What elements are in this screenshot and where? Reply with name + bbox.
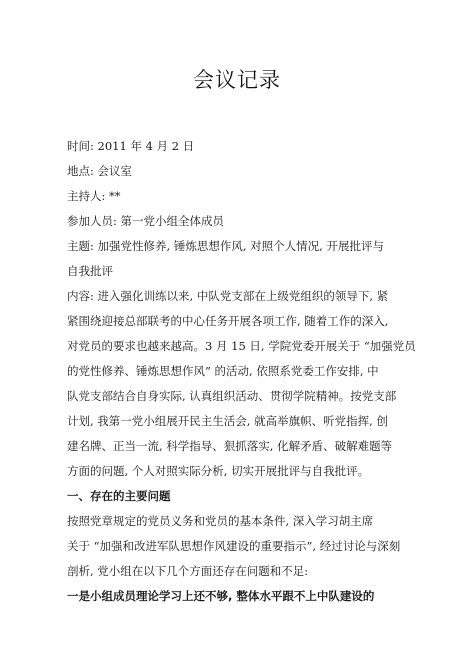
section-heading: 一、存在的主要问题 [67,489,171,503]
content-line: 计划, 我第一党小组展开民主生活会, 就高举旗帜、听党指挥, 创 [67,414,388,428]
content-line: 建名牌、正当一流, 科学指导、狠抓落实, 化解矛盾、破解难题等 [67,439,393,453]
content-line: 方面的问题, 个人对照实际分析, 切实开展批评与自我批评。 [67,464,370,478]
content-line: 的党性修养、锤炼思想作风” 的活动, 依照系党委工作安排, 中 [67,364,379,378]
content-line: 队党支部结合自身实际, 认真组织活动、贯彻学院精神。按党支部 [67,389,397,403]
content-line: 紧围绕迎接总部联考的中心任务开展各项工作, 随着工作的深入, [67,314,389,328]
meeting-host: 主持人: ** [67,189,121,203]
body-line: 关于 “加强和改进军队思想作风建设的重要指示”, 经过讨论与深刻 [67,539,401,553]
meeting-time: 时间: 2011 年 4 月 2 日 [67,139,195,153]
subsection-line: 一是小组成员理论学习上还不够, 整体水平跟不上中队建设的 [67,589,375,603]
meeting-topic: 主题: 加强党性修养, 锤炼思想作风, 对照个人情况, 开展批评与 [67,239,384,253]
meeting-location: 地点: 会议室 [67,164,133,178]
content-line: 对党员的要求也越来越高。3 月 15 日, 学院党委开展关于 “加强党员 [67,339,416,353]
body-line: 剖析, 党小组在以下几个方面还存在问题和不足: [67,564,309,578]
document-title: 会议记录 [193,68,281,92]
body-line: 按照党章规定的党员义务和党员的基本条件, 深入学习胡主席 [67,514,374,528]
meeting-attendees: 参加人员: 第一党小组全体成员 [67,214,225,228]
content-line: 内容: 进入强化训练以来, 中队党支部在上级党组织的领导下, 紧 [67,289,389,303]
meeting-topic-continued: 自我批评 [67,264,113,278]
